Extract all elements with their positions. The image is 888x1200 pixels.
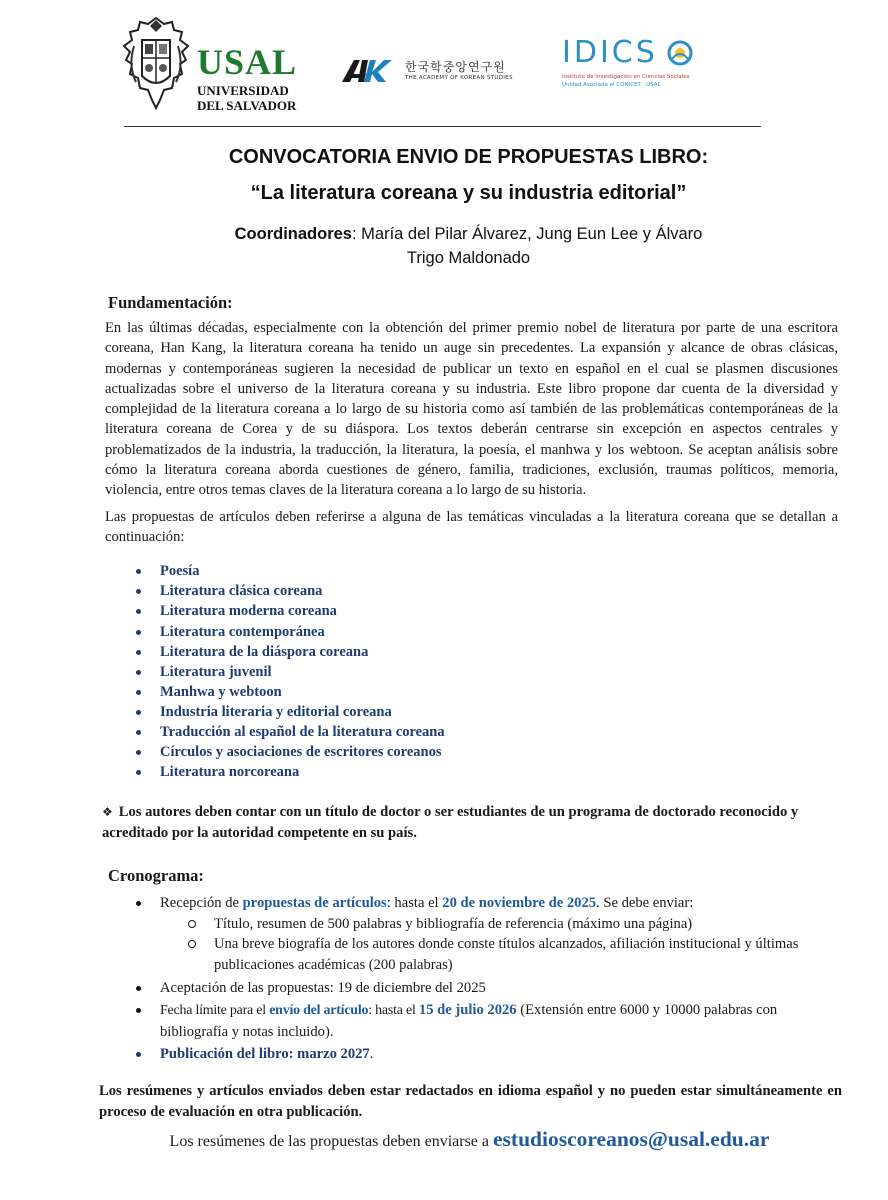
topic-item — [132, 702, 838, 722]
text: . — [369, 1046, 374, 1063]
email-link[interactable]: estudioscoreanos@usal.edu.ar — [493, 1127, 770, 1152]
requirement-text: Los autores deben contar con un título de doctor o ser estudiantes de un programa de doctorado reconocido y acreditado por la autoridad competente en su país. — [102, 804, 799, 841]
usal-line2: DEL SALVADOR — [197, 98, 297, 113]
aks-english-name: THE ACADEMY OF KOREAN STUDIES — [405, 75, 513, 81]
topic-label: Industria literaria y editorial coreana — [160, 703, 392, 720]
idicso-subtitle-2: Unidad Asociada al CONICET · USAL — [562, 82, 661, 88]
fundamentacion-paragraph-2: Las propuestas de artículos deben referirse a alguna de las temáticas vinculadas a la literatura coreana que se detallan a continuación: — [105, 508, 838, 545]
cronograma-item-deadline — [132, 1000, 838, 1042]
topic-label: Círculos y asociaciones de escritores coreanos — [160, 744, 442, 761]
bullet-icon — [136, 630, 141, 635]
coordinators-names-2: Trigo Maldonado — [406, 249, 531, 267]
sub-item — [186, 914, 838, 935]
bullet-icon — [136, 730, 141, 735]
highlight-publication: Publicación del libro — [160, 1046, 289, 1063]
idicso-name: IDICS — [562, 35, 658, 70]
idicso-subtitle-1: Instituto de Investigación en Ciencias Sociales — [562, 74, 690, 80]
text: (Extensión entre 6000 y 10000 palabras con bibliografía y notas incluido). — [160, 1002, 778, 1040]
usal-name: USAL — [197, 42, 298, 82]
topic-label: Literatura juvenil — [160, 663, 272, 680]
topic-item — [132, 682, 838, 702]
highlight-deadline: 15 de julio 2026 — [418, 1002, 517, 1019]
text: Aceptación de las propuestas: 19 de diciembre del 2025 — [160, 979, 486, 996]
cronograma-item-reception — [132, 893, 838, 975]
diamond-bullet-icon: ❖ — [102, 805, 113, 820]
cronograma-heading: Cronograma: — [108, 866, 204, 886]
topic-label: Poesía — [160, 563, 200, 580]
submission-text: Los resúmenes de las propuestas deben enviarse a — [169, 1133, 493, 1151]
topic-item — [132, 662, 838, 682]
requirement-note — [102, 802, 838, 843]
coordinators — [100, 222, 837, 270]
body — [99, 292, 842, 1155]
text: Fecha límite para el — [160, 1003, 270, 1019]
book-title: “La literatura coreana y su industria editorial” — [250, 182, 687, 204]
usal-subtitle — [197, 83, 296, 113]
text: Recepción de — [160, 895, 243, 912]
topic-item — [132, 622, 838, 642]
bullet-icon — [136, 986, 141, 991]
topic-label: Traducción al español de la literatura coreana — [160, 724, 445, 741]
bullet-icon — [136, 1052, 141, 1057]
circle-bullet-icon — [188, 940, 196, 948]
cronograma-item-publication — [132, 1044, 838, 1065]
circle-bullet-icon — [188, 920, 196, 928]
bullet-icon — [136, 650, 141, 655]
sub-item-text: Título, resumen de 500 palabras y bibliografía de referencia (máximo una página) — [214, 915, 693, 932]
highlight-deadline: 20 de noviembre de 2025 — [442, 895, 597, 912]
cronograma-list — [105, 893, 838, 1065]
call-title: CONVOCATORIA ENVIO DE PROPUESTAS LIBRO: — [228, 146, 709, 168]
sub-item-text: Una breve biografía de los autores donde conste títulos alcanzados, afiliación institucional y últimas publicaciones académicas (200 palabras) — [214, 936, 799, 974]
highlight-article: envío del artículo — [269, 1003, 369, 1019]
topic-item — [132, 722, 838, 742]
header-logos — [0, 0, 888, 125]
text: . Se debe enviar: — [596, 895, 694, 912]
bullet-icon — [136, 609, 141, 614]
topic-item — [132, 762, 838, 782]
bullet-icon — [136, 670, 141, 675]
header-divider — [124, 126, 761, 127]
bullet-icon — [136, 710, 141, 715]
cronograma-sublist — [160, 914, 838, 976]
bullet-icon — [136, 690, 141, 695]
text: : hasta el — [368, 1003, 419, 1019]
cronograma-item-acceptance — [132, 978, 838, 999]
language-notice: Los resúmenes y artículos enviados deben estar redactados en idioma español y no pueden estar simultáneamente en proceso de evaluación en otra publicación. — [99, 1083, 842, 1120]
topic-label: Literatura de la diáspora coreana — [160, 643, 369, 660]
fundamentacion-heading: Fundamentación: — [108, 293, 233, 312]
fundamentacion-paragraph-1: En las últimas décadas, especialmente con la obtención del primer premio nobel de literatura por parte de una escritora coreana, Han Kang, la literatura coreana ha tenido un auge sin precedentes. La expansión y alcance de obras clásicas, modernas y contemporáneas sugieren la necesidad de publicar un texto en español en el cual se plasmen discusiones actualizadas sobre el universo de la literatura coreana y su industria. Este libro propone dar cuenta de la diversidad y complejidad de la literatura coreana a lo largo de su historia como así también de las problemáticas contemporáneas de la literatura coreana de Corea y de su diáspora. Los textos deberán centrarse sin excepción en aspectos centrales y problematizados de la industria, la traducción, la literatura, la poesía, el manhwa y los webtoon. Se aceptan análisis sobre cómo la literatura coreana aborda cuestiones de género, familia, tradiciones, exclusión, traumas políticos, memoria, violencia, entre otros temas claves de la literatura coreana a lo largo de su historia. — [105, 320, 838, 499]
bullet-icon — [136, 750, 141, 755]
idicso-sun-icon — [666, 39, 694, 67]
sub-item — [186, 934, 838, 975]
topic-label: Literatura norcoreana — [160, 764, 300, 781]
topic-item — [132, 561, 838, 581]
submission-line — [101, 1126, 838, 1155]
topic-label: Manhwa y webtoon — [160, 683, 282, 700]
topic-item — [132, 581, 838, 601]
topic-label: Literatura moderna coreana — [160, 603, 337, 620]
topics-list — [105, 561, 838, 782]
aks-logo — [340, 56, 400, 86]
usal-seal-logo — [120, 16, 192, 110]
topic-item — [132, 601, 838, 621]
bullet-icon — [136, 901, 141, 906]
coordinators-names-1: : María del Pilar Álvarez, Jung Eun Lee y Álvaro — [352, 225, 703, 243]
bullet-icon — [136, 770, 141, 775]
text: : hasta el — [386, 895, 443, 912]
highlight-proposals: propuestas de artículos — [242, 895, 387, 912]
topic-label: Literatura clásica coreana — [160, 583, 323, 600]
bullet-icon — [136, 589, 141, 594]
bullet-icon — [136, 569, 141, 574]
title-block — [100, 142, 837, 270]
topic-item — [132, 642, 838, 662]
highlight-date: : marzo 2027 — [288, 1046, 370, 1063]
coordinators-label: Coordinadores — [234, 225, 352, 243]
bullet-icon — [136, 1008, 141, 1013]
topic-label: Literatura contemporánea — [160, 623, 325, 640]
aks-korean-name: 한국학중앙연구원 — [405, 60, 506, 74]
usal-line1: UNIVERSIDAD — [197, 83, 289, 98]
topic-item — [132, 742, 838, 762]
